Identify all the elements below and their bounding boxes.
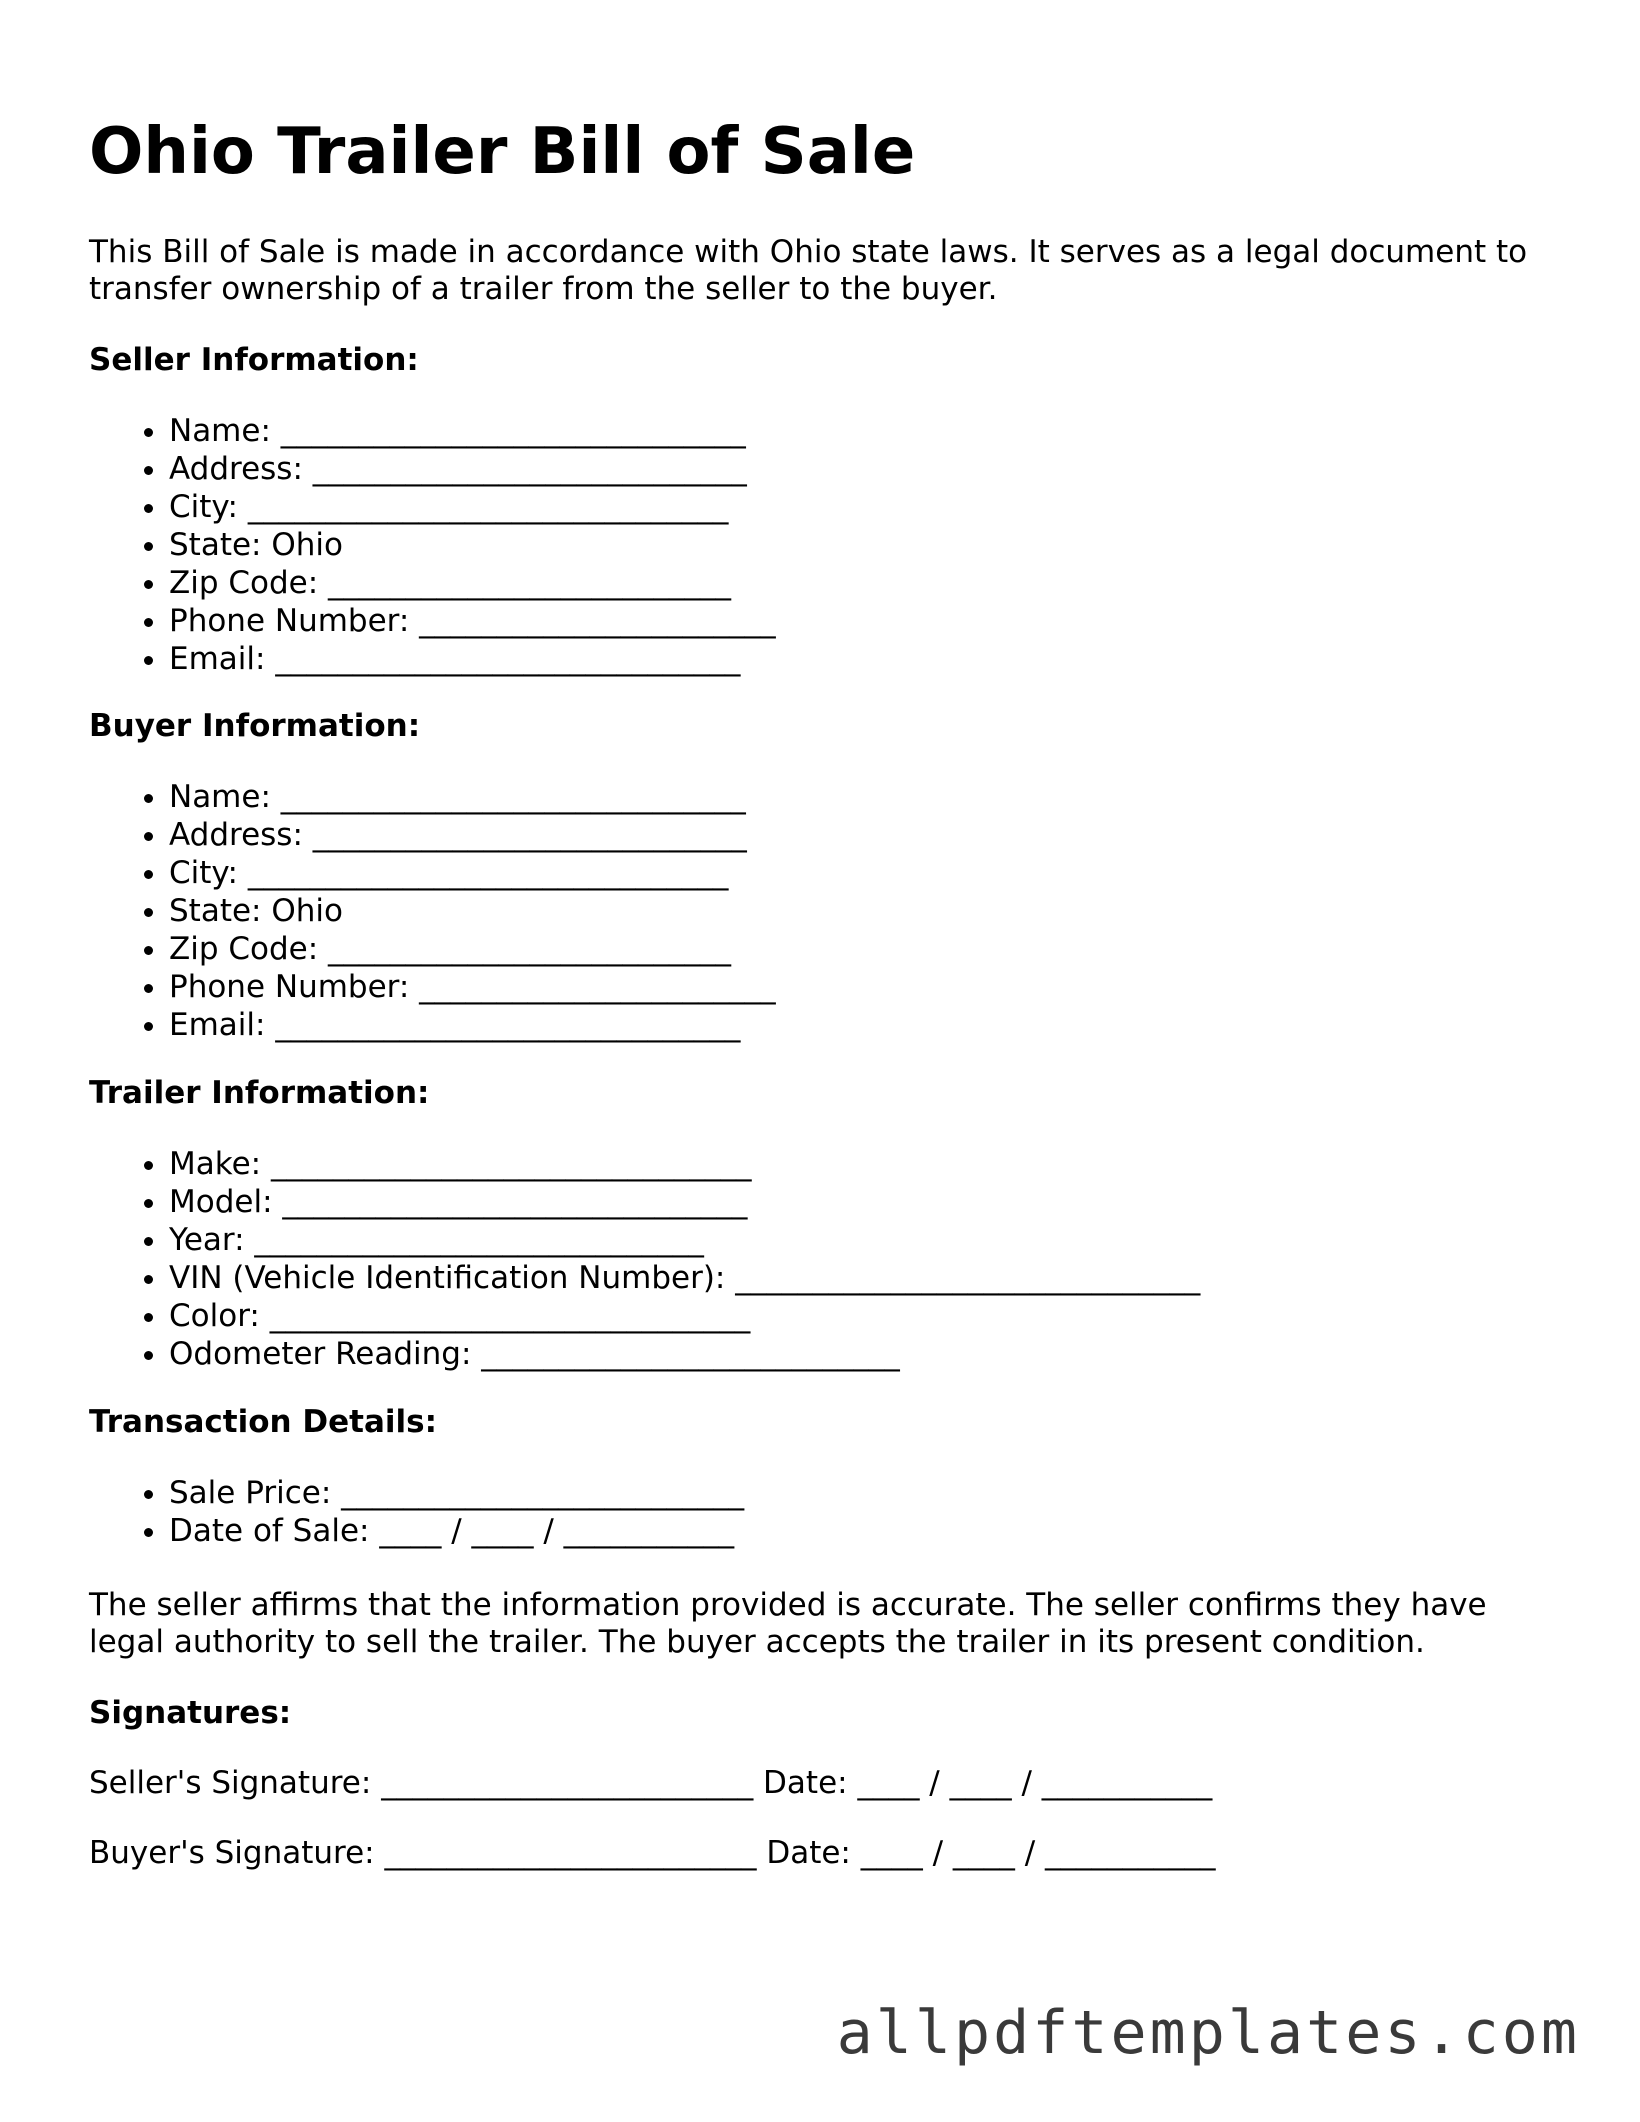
buyer-zip-blank[interactable]: __________________________ xyxy=(328,931,732,967)
buyer-phone-blank[interactable]: _______________________ xyxy=(419,969,776,1005)
date-of-sale-blank[interactable]: ____ / ____ / ___________ xyxy=(379,1513,735,1549)
seller-phone-field: • Phone Number: _______________________ xyxy=(169,602,776,640)
trailer-model-blank[interactable]: ______________________________ xyxy=(282,1184,748,1220)
transaction-section-heading: Transaction Details: xyxy=(89,1404,437,1440)
trailer-color-field: • Color: _______________________________ xyxy=(169,1297,1200,1335)
seller-zip-field: • Zip Code: __________________________ xyxy=(169,564,776,602)
trailer-section-heading: Trailer Information: xyxy=(89,1075,430,1111)
buyer-date-blank[interactable]: ____ / ____ / ___________ xyxy=(860,1835,1216,1871)
seller-city-blank[interactable]: _______________________________ xyxy=(247,489,729,525)
seller-name-field: • Name: ______________________________ xyxy=(169,412,776,450)
trailer-vin-field: • VIN (Vehicle Identification Number): ______________________________ xyxy=(169,1259,1200,1297)
seller-email-blank[interactable]: ______________________________ xyxy=(275,641,741,677)
buyer-field-list xyxy=(89,778,776,1044)
buyer-address-blank[interactable]: ____________________________ xyxy=(312,817,747,853)
seller-address-blank[interactable]: ____________________________ xyxy=(312,451,747,487)
intro-paragraph: This Bill of Sale is made in accordance with Ohio state laws. It serves as a legal document to transfer ownership of a trailer from the seller to the buyer. xyxy=(89,234,1528,307)
trailer-make-field: • Make: _______________________________ xyxy=(169,1145,1200,1183)
seller-signature-line: Seller's Signature: ________________________ Date: ____ / ____ / ___________ xyxy=(89,1765,1213,1801)
trailer-year-blank[interactable]: _____________________________ xyxy=(254,1222,704,1258)
seller-signature-blank[interactable]: ________________________ xyxy=(381,1765,754,1801)
buyer-email-field: • Email: ______________________________ xyxy=(169,1006,776,1044)
seller-section-heading: Seller Information: xyxy=(89,342,419,378)
buyer-zip-field: • Zip Code: __________________________ xyxy=(169,930,776,968)
trailer-field-list xyxy=(89,1145,1200,1373)
signatures-section-heading: Signatures: xyxy=(89,1695,292,1731)
trailer-odometer-blank[interactable]: ___________________________ xyxy=(481,1336,900,1372)
sale-price-field: • Sale Price: __________________________ xyxy=(169,1474,744,1512)
page-title: Ohio Trailer Bill of Sale xyxy=(89,115,916,189)
date-of-sale-field: • Date of Sale: ____ / ____ / ___________ xyxy=(169,1512,744,1550)
buyer-email-blank[interactable]: ______________________________ xyxy=(275,1007,741,1043)
trailer-year-field: • Year: _____________________________ xyxy=(169,1221,1200,1259)
transaction-field-list xyxy=(89,1474,744,1550)
seller-name-blank[interactable]: ______________________________ xyxy=(280,413,746,449)
site-watermark: allpdftemplates.com xyxy=(836,1998,1580,2068)
buyer-city-field: • City: _______________________________ xyxy=(169,854,776,892)
buyer-signature-line: Buyer's Signature: ________________________ Date: ____ / ____ / ___________ xyxy=(89,1835,1216,1871)
buyer-name-blank[interactable]: ______________________________ xyxy=(280,779,746,815)
seller-date-blank[interactable]: ____ / ____ / ___________ xyxy=(857,1765,1213,1801)
seller-phone-blank[interactable]: _______________________ xyxy=(419,603,776,639)
buyer-state-field: • State: Ohio xyxy=(169,892,776,930)
seller-city-field: • City: _______________________________ xyxy=(169,488,776,526)
trailer-odometer-field: • Odometer Reading: ___________________________ xyxy=(169,1335,1200,1373)
trailer-model-field: • Model: ______________________________ xyxy=(169,1183,1200,1221)
trailer-color-blank[interactable]: _______________________________ xyxy=(269,1298,751,1334)
affirmation-paragraph: The seller affirms that the information provided is accurate. The seller confirms they have legal authority to sell the trailer. The buyer accepts the trailer in its present condition. xyxy=(89,1587,1487,1660)
trailer-make-blank[interactable]: _______________________________ xyxy=(270,1146,752,1182)
sale-price-blank[interactable]: __________________________ xyxy=(341,1475,745,1511)
seller-state-field: • State: Ohio xyxy=(169,526,776,564)
seller-zip-blank[interactable]: __________________________ xyxy=(328,565,732,601)
buyer-phone-field: • Phone Number: _______________________ xyxy=(169,968,776,1006)
seller-field-list xyxy=(89,412,776,678)
buyer-section-heading: Buyer Information: xyxy=(89,708,421,744)
seller-email-field: • Email: ______________________________ xyxy=(169,640,776,678)
buyer-city-blank[interactable]: _______________________________ xyxy=(247,855,729,891)
buyer-signature-blank[interactable]: ________________________ xyxy=(384,1835,757,1871)
trailer-vin-blank[interactable]: ______________________________ xyxy=(735,1260,1201,1296)
buyer-name-field: • Name: ______________________________ xyxy=(169,778,776,816)
seller-address-field: • Address: ____________________________ xyxy=(169,450,776,488)
buyer-address-field: • Address: ____________________________ xyxy=(169,816,776,854)
